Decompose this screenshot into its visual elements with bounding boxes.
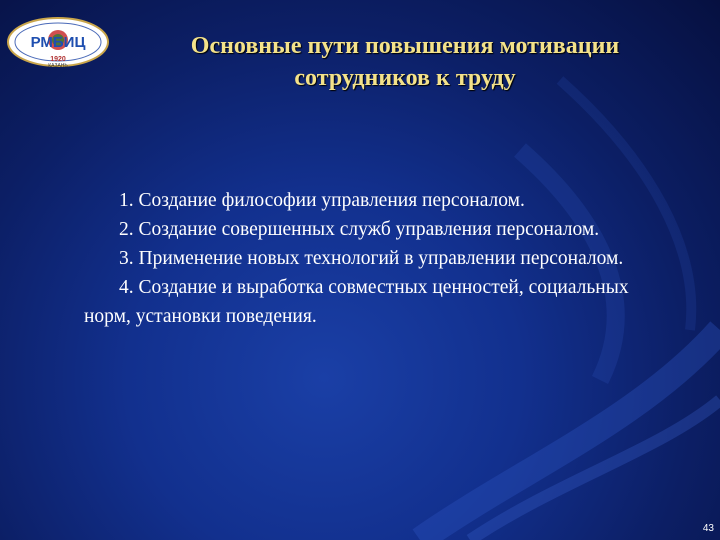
logo-emblem-icon [6, 16, 110, 68]
page-number: 43 [702, 523, 714, 534]
slide-title-line-2: сотрудников к труду [294, 65, 516, 91]
logo [6, 16, 110, 68]
list-item-3: 3. Применение новых технологий в управлении персоналом. [119, 248, 624, 269]
slide-body [84, 186, 644, 331]
logo-abbreviation: РМБИЦ [30, 34, 86, 51]
list-item-1: 1. Создание философии управления персоналом. [119, 190, 525, 211]
list-item-2: 2. Создание совершенных служб управления персоналом. [119, 219, 600, 240]
logo-city: КАЗАНЬ [48, 63, 68, 68]
slide-title-line-1: Основные пути повышения мотивации [190, 33, 620, 59]
list-item-4: 4. Создание и выработка совместных ценностей, социальных норм, установки поведения. [84, 277, 629, 327]
slide-title [130, 30, 680, 94]
logo-year: 1920 [50, 56, 66, 63]
